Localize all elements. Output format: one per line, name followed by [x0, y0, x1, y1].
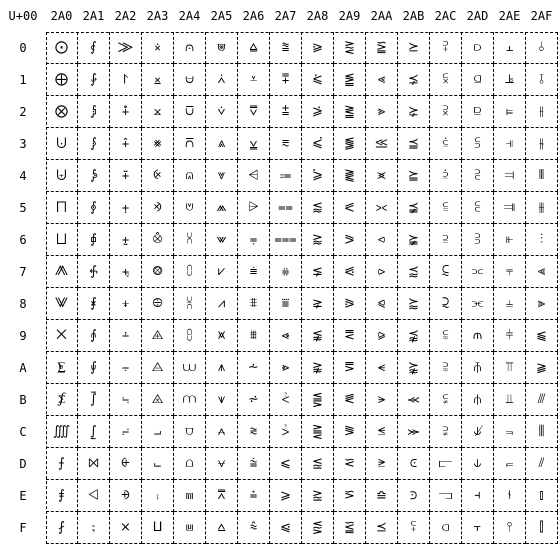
glyph-cell: ⩝ [206, 448, 238, 480]
glyph-cell: ⩏ [174, 512, 206, 544]
glyph-cell: ⨗ [78, 256, 110, 288]
glyph-cell: ⪆ [302, 224, 334, 256]
glyph-cell: ⪸ [398, 288, 430, 320]
glyph-cell: ⫯ [494, 512, 526, 544]
glyph-cell: ⨳ [142, 128, 174, 160]
glyph-cell: ⩆ [174, 224, 206, 256]
row-header: 7 [19, 265, 27, 279]
row-header: 9 [19, 329, 27, 343]
glyph-cell: ⩊ [174, 352, 206, 384]
glyph-cell: ⫘ [462, 288, 494, 320]
glyph-cell: ⩉ [174, 320, 206, 352]
row-header: F [19, 521, 27, 535]
glyph-cell: ⫀ [430, 32, 462, 64]
glyph-cell: ⩼ [270, 416, 302, 448]
glyph-cell: ⨨ [110, 288, 142, 320]
glyph-cell: ⪡ [366, 64, 398, 96]
glyph-cell: ⪛ [334, 384, 366, 416]
column-header: 2A8 [306, 9, 329, 23]
glyph-cell: ⪌ [302, 416, 334, 448]
glyph-cell: ⫤ [494, 160, 526, 192]
glyph-cell: ⨪ [110, 352, 142, 384]
glyph-cell: ⩖ [206, 224, 238, 256]
glyph-cell: ⩛ [206, 384, 238, 416]
glyph-cell: ⨄ [46, 160, 78, 192]
glyph-cell: ⨌ [46, 416, 78, 448]
glyph-cell: ⩵ [270, 192, 302, 224]
row-header: 1 [19, 73, 27, 87]
glyph-cell: ⨸ [142, 288, 174, 320]
glyph-cell: ⪽ [398, 448, 430, 480]
row-header: 5 [19, 201, 27, 215]
glyph-cell: ⪍ [302, 448, 334, 480]
glyph-cell: ⫄ [430, 160, 462, 192]
glyph-cell: ⨣ [110, 128, 142, 160]
glyph-cell: ⩭ [238, 448, 270, 480]
glyph-cell: ⩳ [270, 128, 302, 160]
glyph-cell: ⫡ [494, 64, 526, 96]
row-header: C [19, 425, 27, 439]
glyph-cell: ⫮ [494, 480, 526, 512]
glyph-cell: ⨇ [46, 256, 78, 288]
glyph-cell: ⫛ [462, 384, 494, 416]
glyph-cell: ⨙ [78, 320, 110, 352]
glyph-cell: ⩦ [238, 224, 270, 256]
column-header: 2A5 [210, 9, 233, 23]
column-header: 2AD [466, 9, 489, 23]
glyph-cell: ⨐ [78, 32, 110, 64]
glyph-cell: ⫹ [526, 320, 558, 352]
glyph-cell: ⪁ [302, 64, 334, 96]
glyph-cell: ⩨ [238, 288, 270, 320]
glyph-cell: ⪏ [302, 512, 334, 544]
glyph-cell: ⩴ [270, 160, 302, 192]
glyph-cell: ⩾ [270, 480, 302, 512]
glyph-cell: ⪿ [398, 512, 430, 544]
glyph-cell: ⪥ [366, 192, 398, 224]
glyph-cell: ⪹ [398, 320, 430, 352]
glyph-cell: ⨲ [142, 96, 174, 128]
glyph-cell: ⩍ [174, 448, 206, 480]
glyph-cell: ⩱ [270, 64, 302, 96]
column-header: 2AA [370, 9, 393, 23]
glyph-cell: ⪓ [334, 128, 366, 160]
glyph-cell: ⪢ [366, 96, 398, 128]
glyph-cell: ⨧ [110, 256, 142, 288]
glyph-cell: ⫩ [494, 320, 526, 352]
glyph-cell: ⫝̸ [462, 416, 494, 448]
glyph-cell: ⪃ [302, 128, 334, 160]
glyph-cell: ⪄ [302, 160, 334, 192]
glyph-cell: ⨫ [110, 384, 142, 416]
glyph-cell: ⫌ [430, 416, 462, 448]
glyph-cell: ⨦ [110, 224, 142, 256]
glyph-cell: ⩒ [206, 96, 238, 128]
glyph-cell: ⨱ [142, 64, 174, 96]
glyph-cell: ⫣ [494, 128, 526, 160]
glyph-cell: ⫑ [462, 64, 494, 96]
glyph-cell: ⩡ [238, 64, 270, 96]
glyph-cell: ⪙ [334, 320, 366, 352]
glyph-cell: ⪻ [398, 384, 430, 416]
glyph-cell: ⩜ [206, 416, 238, 448]
row-header: A [19, 361, 27, 375]
glyph-cell: ⪉ [302, 320, 334, 352]
glyph-cell: ⨠ [110, 32, 142, 64]
glyph-cell: ⨑ [78, 64, 110, 96]
glyph-cell: ⫵ [526, 192, 558, 224]
glyph-cell: ⩬ [238, 416, 270, 448]
glyph-cell: ⪖ [334, 224, 366, 256]
glyph-cell: ⨡ [110, 64, 142, 96]
column-header: 2A7 [274, 9, 297, 23]
glyph-cell: ⫧ [494, 256, 526, 288]
glyph-cell: ⫺ [526, 352, 558, 384]
glyph-cell: ⪤ [366, 160, 398, 192]
glyph-cell: ⨞ [78, 480, 110, 512]
glyph-cell: ⫆ [430, 224, 462, 256]
glyph-cell: ⨴ [142, 160, 174, 192]
glyph-cell: ⨖ [78, 224, 110, 256]
glyph-cell: ⩑ [206, 64, 238, 96]
glyph-cell: ⩪ [238, 352, 270, 384]
glyph-cell: ⩅ [174, 192, 206, 224]
glyph-cell: ⨓ [78, 128, 110, 160]
glyph-cell: ⫋ [430, 384, 462, 416]
glyph-cell: ⩄ [174, 160, 206, 192]
glyph-cell: ⫊ [430, 352, 462, 384]
glyph-cell: ⩮ [238, 480, 270, 512]
glyph-cell: ⫲ [526, 96, 558, 128]
glyph-cell: ⨎ [46, 480, 78, 512]
glyph-cell: ⪐ [334, 32, 366, 64]
glyph-cell: ⩐ [206, 32, 238, 64]
glyph-cell: ⪠ [366, 32, 398, 64]
column-header: 2AC [434, 9, 457, 23]
glyph-cell: ⪘ [334, 288, 366, 320]
column-header: 2A9 [338, 9, 361, 23]
glyph-cell: ⫞ [462, 480, 494, 512]
glyph-cell: ⪧ [366, 256, 398, 288]
glyph-cell: ⫃ [430, 128, 462, 160]
glyph-cell: ⫁ [430, 64, 462, 96]
column-header: 2A1 [82, 9, 105, 23]
glyph-cell: ⫦ [494, 224, 526, 256]
glyph-cell: ⫈ [430, 288, 462, 320]
glyph-cell: ⩗ [206, 256, 238, 288]
glyph-cell: ⫔ [462, 160, 494, 192]
row-header: D [19, 457, 27, 471]
glyph-cell: ⨽ [142, 448, 174, 480]
glyph-cell: ⩌ [174, 416, 206, 448]
glyph-cell: ⩶ [270, 224, 302, 256]
glyph-cell: ⩕ [206, 192, 238, 224]
glyph-cell: ⨢ [110, 96, 142, 128]
glyph-cell: ⫪ [494, 352, 526, 384]
glyph-cell: ⪈ [302, 288, 334, 320]
glyph-cell: ⪳ [398, 128, 430, 160]
glyph-cell: ⩟ [206, 512, 238, 544]
glyph-cell: ⩩ [238, 320, 270, 352]
glyph-cell: ⨩ [110, 320, 142, 352]
glyph-cell: ⨤ [110, 160, 142, 192]
glyph-cell: ⨉ [46, 320, 78, 352]
column-header: 2A2 [114, 9, 137, 23]
glyph-cell: ⨘ [78, 288, 110, 320]
glyph-cell: ⫨ [494, 288, 526, 320]
glyph-cell: ⩋ [174, 384, 206, 416]
glyph-cell: ⪣ [366, 128, 398, 160]
glyph-cell: ⩷ [270, 256, 302, 288]
glyph-cell: ⩥ [238, 192, 270, 224]
glyph-cell: ⨺ [142, 352, 174, 384]
glyph-cell: ⪑ [334, 64, 366, 96]
row-header: B [19, 393, 27, 407]
glyph-cell: ⨬ [110, 416, 142, 448]
glyph-cell: ⨶ [142, 224, 174, 256]
glyph-cell: ⫭ [494, 448, 526, 480]
glyph-cell: ⫐ [462, 32, 494, 64]
glyph-cell: ⫖ [462, 224, 494, 256]
glyph-cell: ⪚ [334, 352, 366, 384]
glyph-cell: ⪔ [334, 160, 366, 192]
glyph-cell: ⫚ [462, 352, 494, 384]
glyph-cell: ⪱ [398, 64, 430, 96]
glyph-cell: ⪜ [334, 416, 366, 448]
glyph-cell: ⪯ [366, 512, 398, 544]
glyph-cell: ⫰ [526, 32, 558, 64]
glyph-cell: ⩽ [270, 448, 302, 480]
glyph-cell: ⪮ [366, 480, 398, 512]
row-header: 8 [19, 297, 27, 311]
glyph-cell: ⨅ [46, 192, 78, 224]
glyph-cell: ⩘ [206, 288, 238, 320]
glyph-cell: ⨵ [142, 192, 174, 224]
glyph-cell: ⫎ [430, 480, 462, 512]
glyph-cell: ⫥ [494, 192, 526, 224]
glyph-cell: ⨮ [110, 480, 142, 512]
glyph-cell: ⩁ [174, 64, 206, 96]
column-header: 2A4 [178, 9, 201, 23]
column-header: 2A6 [242, 9, 265, 23]
glyph-cell: ⪷ [398, 256, 430, 288]
glyph-cell: ⫳ [526, 128, 558, 160]
glyph-cell: ⨔ [78, 160, 110, 192]
glyph-cell: ⨛ [78, 384, 110, 416]
glyph-cell: ⪪ [366, 352, 398, 384]
glyph-cell: ⩈ [174, 288, 206, 320]
glyph-cell: ⪕ [334, 192, 366, 224]
glyph-cell: ⩺ [270, 352, 302, 384]
glyph-cell: ⩹ [270, 320, 302, 352]
glyph-cell: ⫠ [494, 32, 526, 64]
column-header: 2A0 [50, 9, 73, 23]
glyph-cell: ⨁ [46, 64, 78, 96]
glyph-cell: ⫅ [430, 192, 462, 224]
glyph-cell: ⨝ [78, 448, 110, 480]
row-header: 6 [19, 233, 27, 247]
glyph-cell: ⩞ [206, 480, 238, 512]
glyph-cell: ⩲ [270, 96, 302, 128]
glyph-cell: ⫉ [430, 320, 462, 352]
glyph-cell: ⪞ [334, 480, 366, 512]
glyph-cell: ⫻ [526, 384, 558, 416]
column-header: 2AB [402, 9, 425, 23]
glyph-cell: ⨼ [142, 416, 174, 448]
glyph-cell: ⩤ [238, 160, 270, 192]
column-header: 2A3 [146, 9, 169, 23]
glyph-cell: ⪊ [302, 352, 334, 384]
glyph-cell: ⩎ [174, 480, 206, 512]
row-header: 3 [19, 137, 27, 151]
glyph-cell: ⨻ [142, 384, 174, 416]
glyph-cell: ⪬ [366, 416, 398, 448]
glyph-cell: ⨂ [46, 96, 78, 128]
glyph-cell: ⪵ [398, 192, 430, 224]
glyph-cell: ⪟ [334, 512, 366, 544]
glyph-cell: ⫒ [462, 96, 494, 128]
glyph-cell: ⨋ [46, 384, 78, 416]
glyph-cell: ⪴ [398, 160, 430, 192]
glyph-cell: ⫴ [526, 160, 558, 192]
glyph-cell: ⪀ [302, 32, 334, 64]
glyph-cell: ⩢ [238, 96, 270, 128]
glyph-cell: ⪇ [302, 256, 334, 288]
glyph-cell: ⨕ [78, 192, 110, 224]
glyph-cell: ⫓ [462, 128, 494, 160]
glyph-cell: ⫿ [526, 512, 558, 544]
glyph-cell: ⪗ [334, 256, 366, 288]
glyph-cell: ⫕ [462, 192, 494, 224]
glyph-cell: ⪾ [398, 480, 430, 512]
glyph-cell: ⫝ [462, 448, 494, 480]
glyph-cell: ⩧ [238, 256, 270, 288]
glyph-cell: ⩫ [238, 384, 270, 416]
glyph-cell: ⫫ [494, 384, 526, 416]
glyph-cell: ⨜ [78, 416, 110, 448]
glyph-cell: ⨟ [78, 512, 110, 544]
glyph-cell: ⩇ [174, 256, 206, 288]
glyph-cell: ⫏ [430, 512, 462, 544]
glyph-cell: ⪶ [398, 224, 430, 256]
glyph-cell: ⫟ [462, 512, 494, 544]
glyph-cell: ⫱ [526, 64, 558, 96]
glyph-cell: ⪋ [302, 384, 334, 416]
glyph-cell: ⫂ [430, 96, 462, 128]
glyph-cell: ⨭ [110, 448, 142, 480]
row-header: 4 [19, 169, 27, 183]
glyph-cell: ⪒ [334, 96, 366, 128]
glyph-cell: ⩠ [238, 32, 270, 64]
column-header: 2AF [530, 9, 553, 23]
glyph-cell: ⨊ [46, 352, 78, 384]
glyph-cell: ⪅ [302, 192, 334, 224]
glyph-cell: ⪲ [398, 96, 430, 128]
glyph-cell: ⪫ [366, 384, 398, 416]
row-header: 2 [19, 105, 27, 119]
glyph-cell: ⨍ [46, 448, 78, 480]
glyph-cell: ⩻ [270, 384, 302, 416]
glyph-cell: ⨷ [142, 256, 174, 288]
glyph-cell: ⨒ [78, 96, 110, 128]
glyph-grid [46, 32, 558, 544]
glyph-cell: ⩸ [270, 288, 302, 320]
glyph-cell: ⪼ [398, 416, 430, 448]
glyph-cell: ⨈ [46, 288, 78, 320]
glyph-cell: ⫷ [526, 256, 558, 288]
glyph-cell: ⪦ [366, 224, 398, 256]
glyph-cell: ⨿ [142, 512, 174, 544]
row-header: E [19, 489, 27, 503]
row-header: 0 [19, 41, 27, 55]
glyph-cell: ⫸ [526, 288, 558, 320]
glyph-cell: ⩃ [174, 128, 206, 160]
glyph-cell: ⪝ [334, 448, 366, 480]
column-header: 2AE [498, 9, 521, 23]
glyph-cell: ⫇ [430, 256, 462, 288]
corner-label: U+00 [8, 9, 38, 23]
glyph-cell: ⨯ [110, 512, 142, 544]
glyph-cell: ⨀ [46, 32, 78, 64]
glyph-cell: ⨆ [46, 224, 78, 256]
glyph-cell: ⩣ [238, 128, 270, 160]
glyph-cell: ⨃ [46, 128, 78, 160]
glyph-cell: ⨰ [142, 32, 174, 64]
glyph-cell: ⪂ [302, 96, 334, 128]
glyph-cell: ⫼ [526, 416, 558, 448]
glyph-cell: ⩔ [206, 160, 238, 192]
glyph-cell: ⨥ [110, 192, 142, 224]
glyph-cell: ⩂ [174, 96, 206, 128]
glyph-cell: ⩿ [270, 512, 302, 544]
glyph-cell: ⨏ [46, 512, 78, 544]
glyph-cell: ⪰ [398, 32, 430, 64]
glyph-cell: ⫶ [526, 224, 558, 256]
glyph-cell: ⩚ [206, 352, 238, 384]
glyph-cell: ⨾ [142, 480, 174, 512]
glyph-cell: ⫙ [462, 320, 494, 352]
glyph-cell: ⪺ [398, 352, 430, 384]
glyph-cell: ⫽ [526, 448, 558, 480]
glyph-cell: ⪭ [366, 448, 398, 480]
glyph-cell: ⩀ [174, 32, 206, 64]
glyph-cell: ⩓ [206, 128, 238, 160]
glyph-cell: ⪎ [302, 480, 334, 512]
glyph-cell: ⪨ [366, 288, 398, 320]
glyph-cell: ⫢ [494, 96, 526, 128]
glyph-cell: ⫗ [462, 256, 494, 288]
glyph-cell: ⩙ [206, 320, 238, 352]
glyph-cell: ⨚ [78, 352, 110, 384]
glyph-cell: ⫍ [430, 448, 462, 480]
glyph-cell: ⩯ [238, 512, 270, 544]
glyph-cell: ⨹ [142, 320, 174, 352]
glyph-cell: ⫾ [526, 480, 558, 512]
glyph-cell: ⪩ [366, 320, 398, 352]
glyph-cell: ⫬ [494, 416, 526, 448]
glyph-cell: ⩰ [270, 32, 302, 64]
